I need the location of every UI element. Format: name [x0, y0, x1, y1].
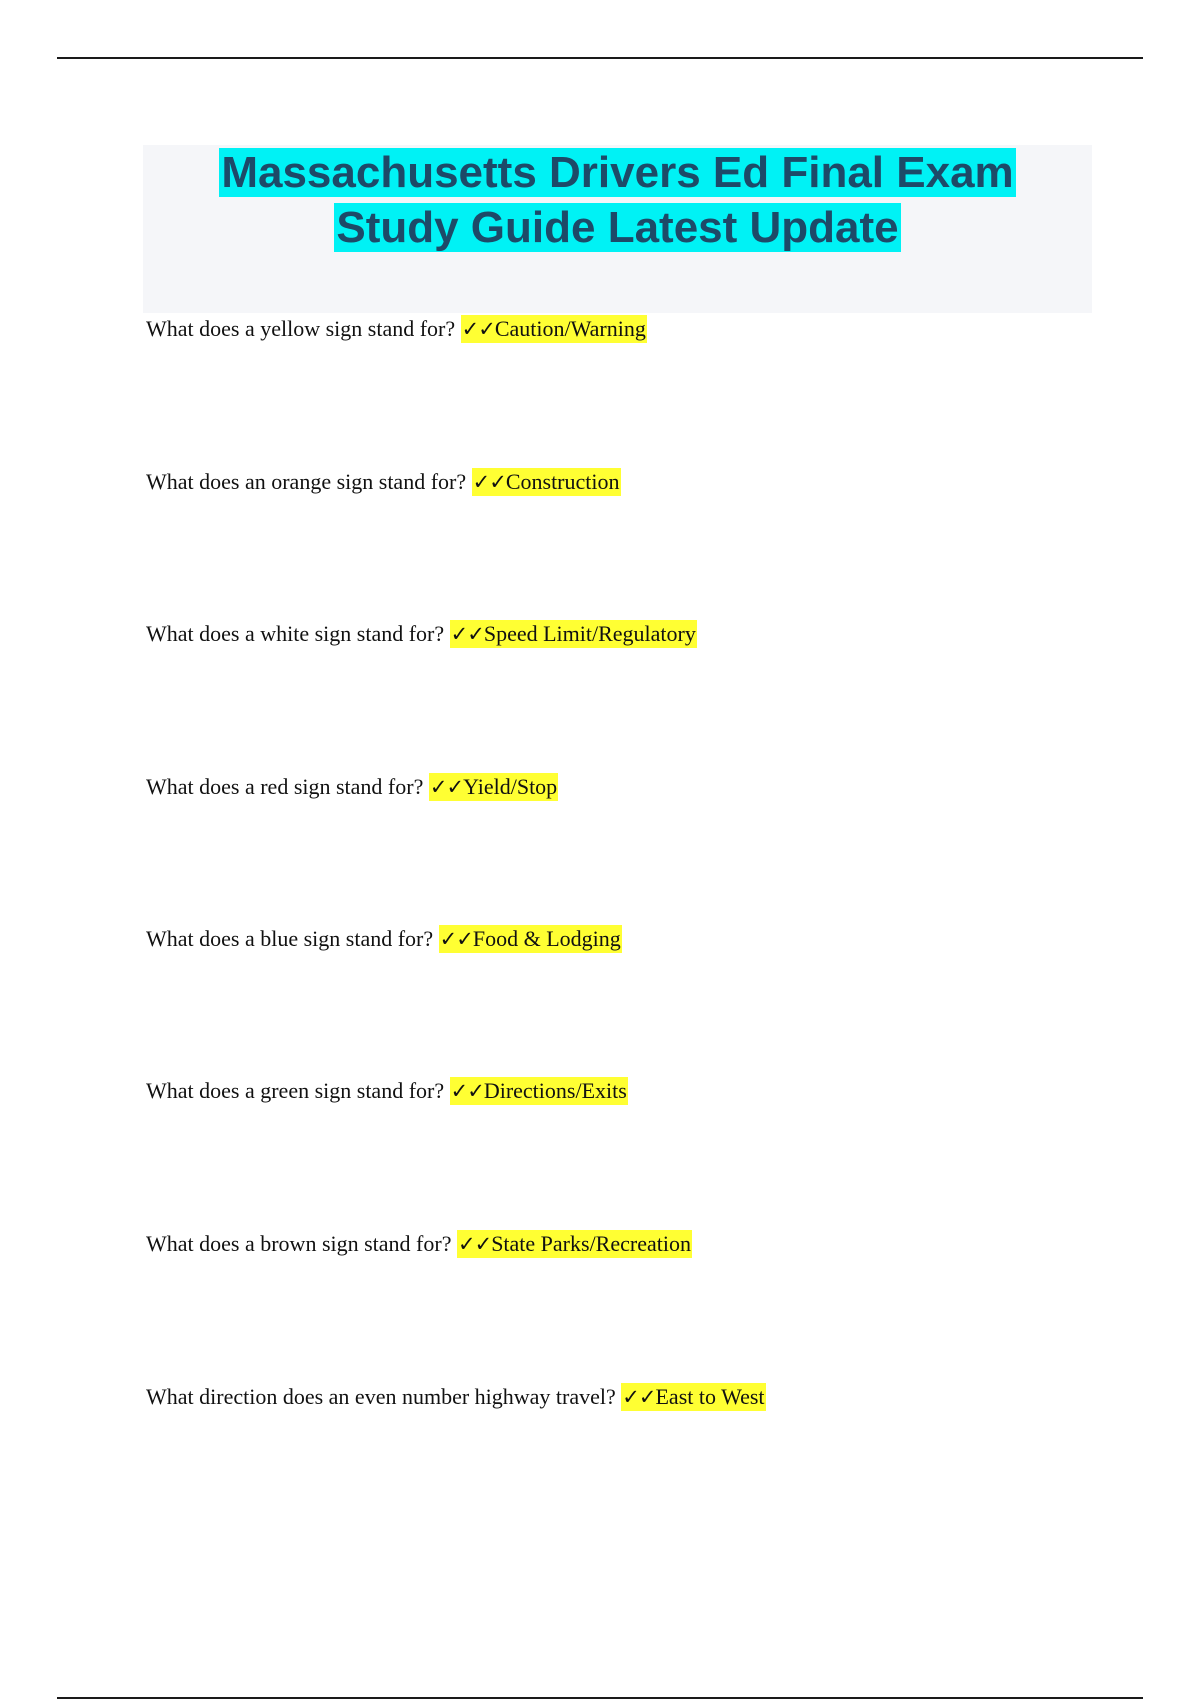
- question-text: What direction does an even number highway travel?: [146, 1384, 622, 1409]
- footer-rule: [57, 1697, 1143, 1699]
- double-check-icon: ✓✓: [461, 317, 495, 341]
- answer-text: Speed Limit/Regulatory: [483, 621, 696, 646]
- answer-text: Construction: [505, 469, 620, 494]
- answer-text: Caution/Warning: [494, 316, 646, 341]
- question-text: What does a brown sign stand for?: [146, 1231, 457, 1256]
- question-text: What does a yellow sign stand for?: [146, 316, 461, 341]
- question-text: What does a blue sign stand for?: [146, 926, 439, 951]
- answer-text: Directions/Exits: [483, 1078, 627, 1103]
- document-title-line-2: Study Guide Latest Update: [336, 203, 899, 252]
- qa-item: [146, 467, 621, 497]
- double-check-icon: ✓✓: [450, 1079, 484, 1103]
- qa-item: [146, 924, 622, 954]
- double-check-icon: ✓✓: [429, 775, 464, 799]
- answer-highlight: [621, 1383, 765, 1411]
- title-block: [143, 145, 1092, 313]
- answer-text: Yield/Stop: [463, 774, 558, 799]
- answer-highlight: [472, 468, 621, 496]
- answer-text: Food & Lodging: [472, 926, 621, 951]
- qa-item: [146, 619, 697, 649]
- question-text: What does a green sign stand for?: [146, 1078, 450, 1103]
- double-check-icon: ✓✓: [439, 927, 473, 951]
- qa-item: [146, 314, 647, 344]
- double-check-icon: ✓✓: [457, 1232, 492, 1256]
- answer-highlight: [461, 315, 647, 343]
- answer-text: State Parks/Recreation: [491, 1231, 691, 1256]
- qa-item: [146, 1076, 628, 1106]
- qa-item: [146, 772, 558, 802]
- document-title-line-1: Massachusetts Drivers Ed Final Exam: [221, 148, 1014, 197]
- question-text: What does a white sign stand for?: [146, 621, 450, 646]
- answer-highlight: [450, 1077, 628, 1105]
- qa-item: [146, 1229, 692, 1259]
- double-check-icon: ✓✓: [450, 622, 484, 646]
- double-check-icon: ✓✓: [622, 1385, 656, 1409]
- answer-highlight: [450, 620, 697, 648]
- question-text: What does an orange sign stand for?: [146, 469, 472, 494]
- answer-highlight: [457, 1230, 692, 1258]
- question-text: What does a red sign stand for?: [146, 774, 429, 799]
- answer-text: East to West: [655, 1384, 765, 1409]
- answer-highlight: [429, 773, 558, 801]
- qa-item: [146, 1382, 766, 1412]
- double-check-icon: ✓✓: [472, 470, 506, 494]
- answer-highlight: [439, 925, 622, 953]
- header-rule: [57, 57, 1143, 59]
